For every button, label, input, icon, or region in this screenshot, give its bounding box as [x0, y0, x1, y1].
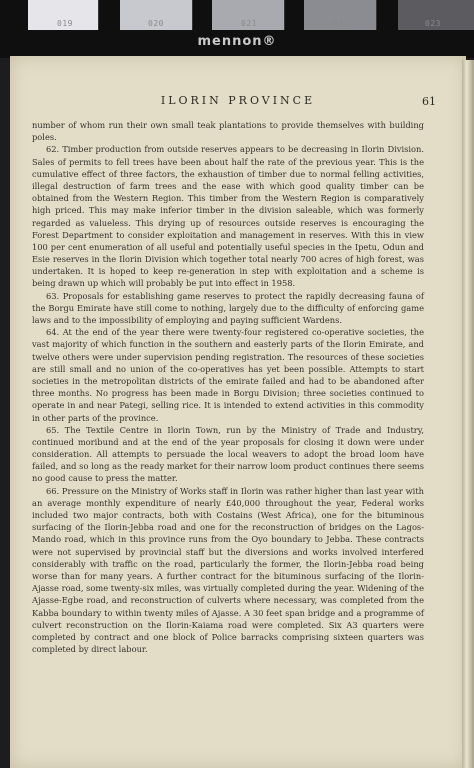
page-edge — [462, 60, 474, 768]
patch-label: 021 — [241, 19, 257, 28]
paragraph: number of whom run their own small teak plantations to provide themselves with building poles. — [32, 120, 424, 143]
calibration-strip — [0, 0, 474, 58]
patch-label: 022 — [333, 19, 349, 28]
patch-label: 020 — [148, 19, 164, 28]
patch-label: 023 — [425, 19, 441, 28]
brand-logo: mennon® — [197, 34, 277, 49]
paragraph: 66. Pressure on the Ministry of Works staff in Ilorin was rather higher than last year with an average monthly expenditure of nearly £40,000 throughout the year, Federal works included two major contracts, both with Costains (West Africa), one for the bituminous surfacing of the Ilorin-Jebba road and one for the reconstruction of bridges on the Lagos-Mando road, which in this province runs from the Oyo boundary to Jebba. These contracts were not supervised by provincial staff but the diversions and works involved interfered considerably with traffic on the road, particularly the former, the Ilorin-Jebba road being worse than for many years. A further contract for the bituminous surfacing of the Ilorin-Ajasse road, some twenty-six miles, was virtually completed during the year. Widening of the Ajasse-Egbe road, and reconstruction of culverts where necessary, was completed from the Kabba boundary to within twenty miles of Ajasse. A 30 feet span bridge and a programme of culvert reconstruction on the Ilorin-Kaiama road were completed. Six A3 quarters were completed by contract and one block of Police barracks comprising sixteen quarters was completed by direct labour. — [32, 485, 424, 655]
paragraph: 65. The Textile Centre in Ilorin Town, run by the Ministry of Trade and Industry, continued moribund and at the end of the year proposals for closing it down were under consideration. All attempts to persuade the local weavers to adopt the broad loom have failed, and so long as the ready market for their narrow loom product continues there seems no good cause to press the matter. — [32, 424, 424, 484]
patch-label: 019 — [57, 19, 73, 28]
paragraph: 62. Timber production from outside reserves appears to be decreasing in Ilorin Division. Sales of permits to fell trees have been about half the rate of the previous year. This is the cumulative effect of three factors, the exhaustion of timber due to normal felling activities, illegal destruction of farm trees and the ease with which good quality timber can be obtained from the Western Region. This timber from the Western Region is comparatively high priced. This may make inferior timber in the division saleable, which was formerly regarded as valueless. This drying up of resources outside reserves is encouraging the Forest Department to consider exploitation and management in reserves. With this in view 100 per cent enumeration of all useful and potentially useful species in the Ipetu, Odun and Esie reserves in the Ilorin Division which together total nearly 700 acres of high forest, was undertaken. It is hoped to keep re-generation in step with exploitation and a scheme is being drawn up which will probably be put into effect in 1958. — [32, 144, 424, 289]
page-number: 61 — [422, 95, 436, 108]
paragraph: 64. At the end of the year there were twenty-four registered co-operative societies, the vast majority of which function in the southern and easterly parts of the Ilorin Emirate, and twelve others were under supervision pending registration. The resources of these societies are still small and no union of the co-operatives has yet been possible. Attempts to start societies in the metropolitan districts of the emirate failed and had to be abandoned after three months. No progress has been made in Borgu Division; three societies continued to operate in and near Pategi, selling rice. It is intended to extend activities in this commodity in other parts of the province. — [32, 327, 424, 423]
running-head: ILORIN PROVINCE — [160, 94, 316, 107]
paragraph: 63. Proposals for establishing game reserves to protect the rapidly decreasing fauna of the Borgu Emirate have still come to nothing, largely due to the difficulty of enforcing game laws and to the impossibility of employing and paying sufficient Wardens. — [32, 290, 424, 325]
body-text — [32, 119, 424, 655]
book-page — [10, 56, 466, 768]
